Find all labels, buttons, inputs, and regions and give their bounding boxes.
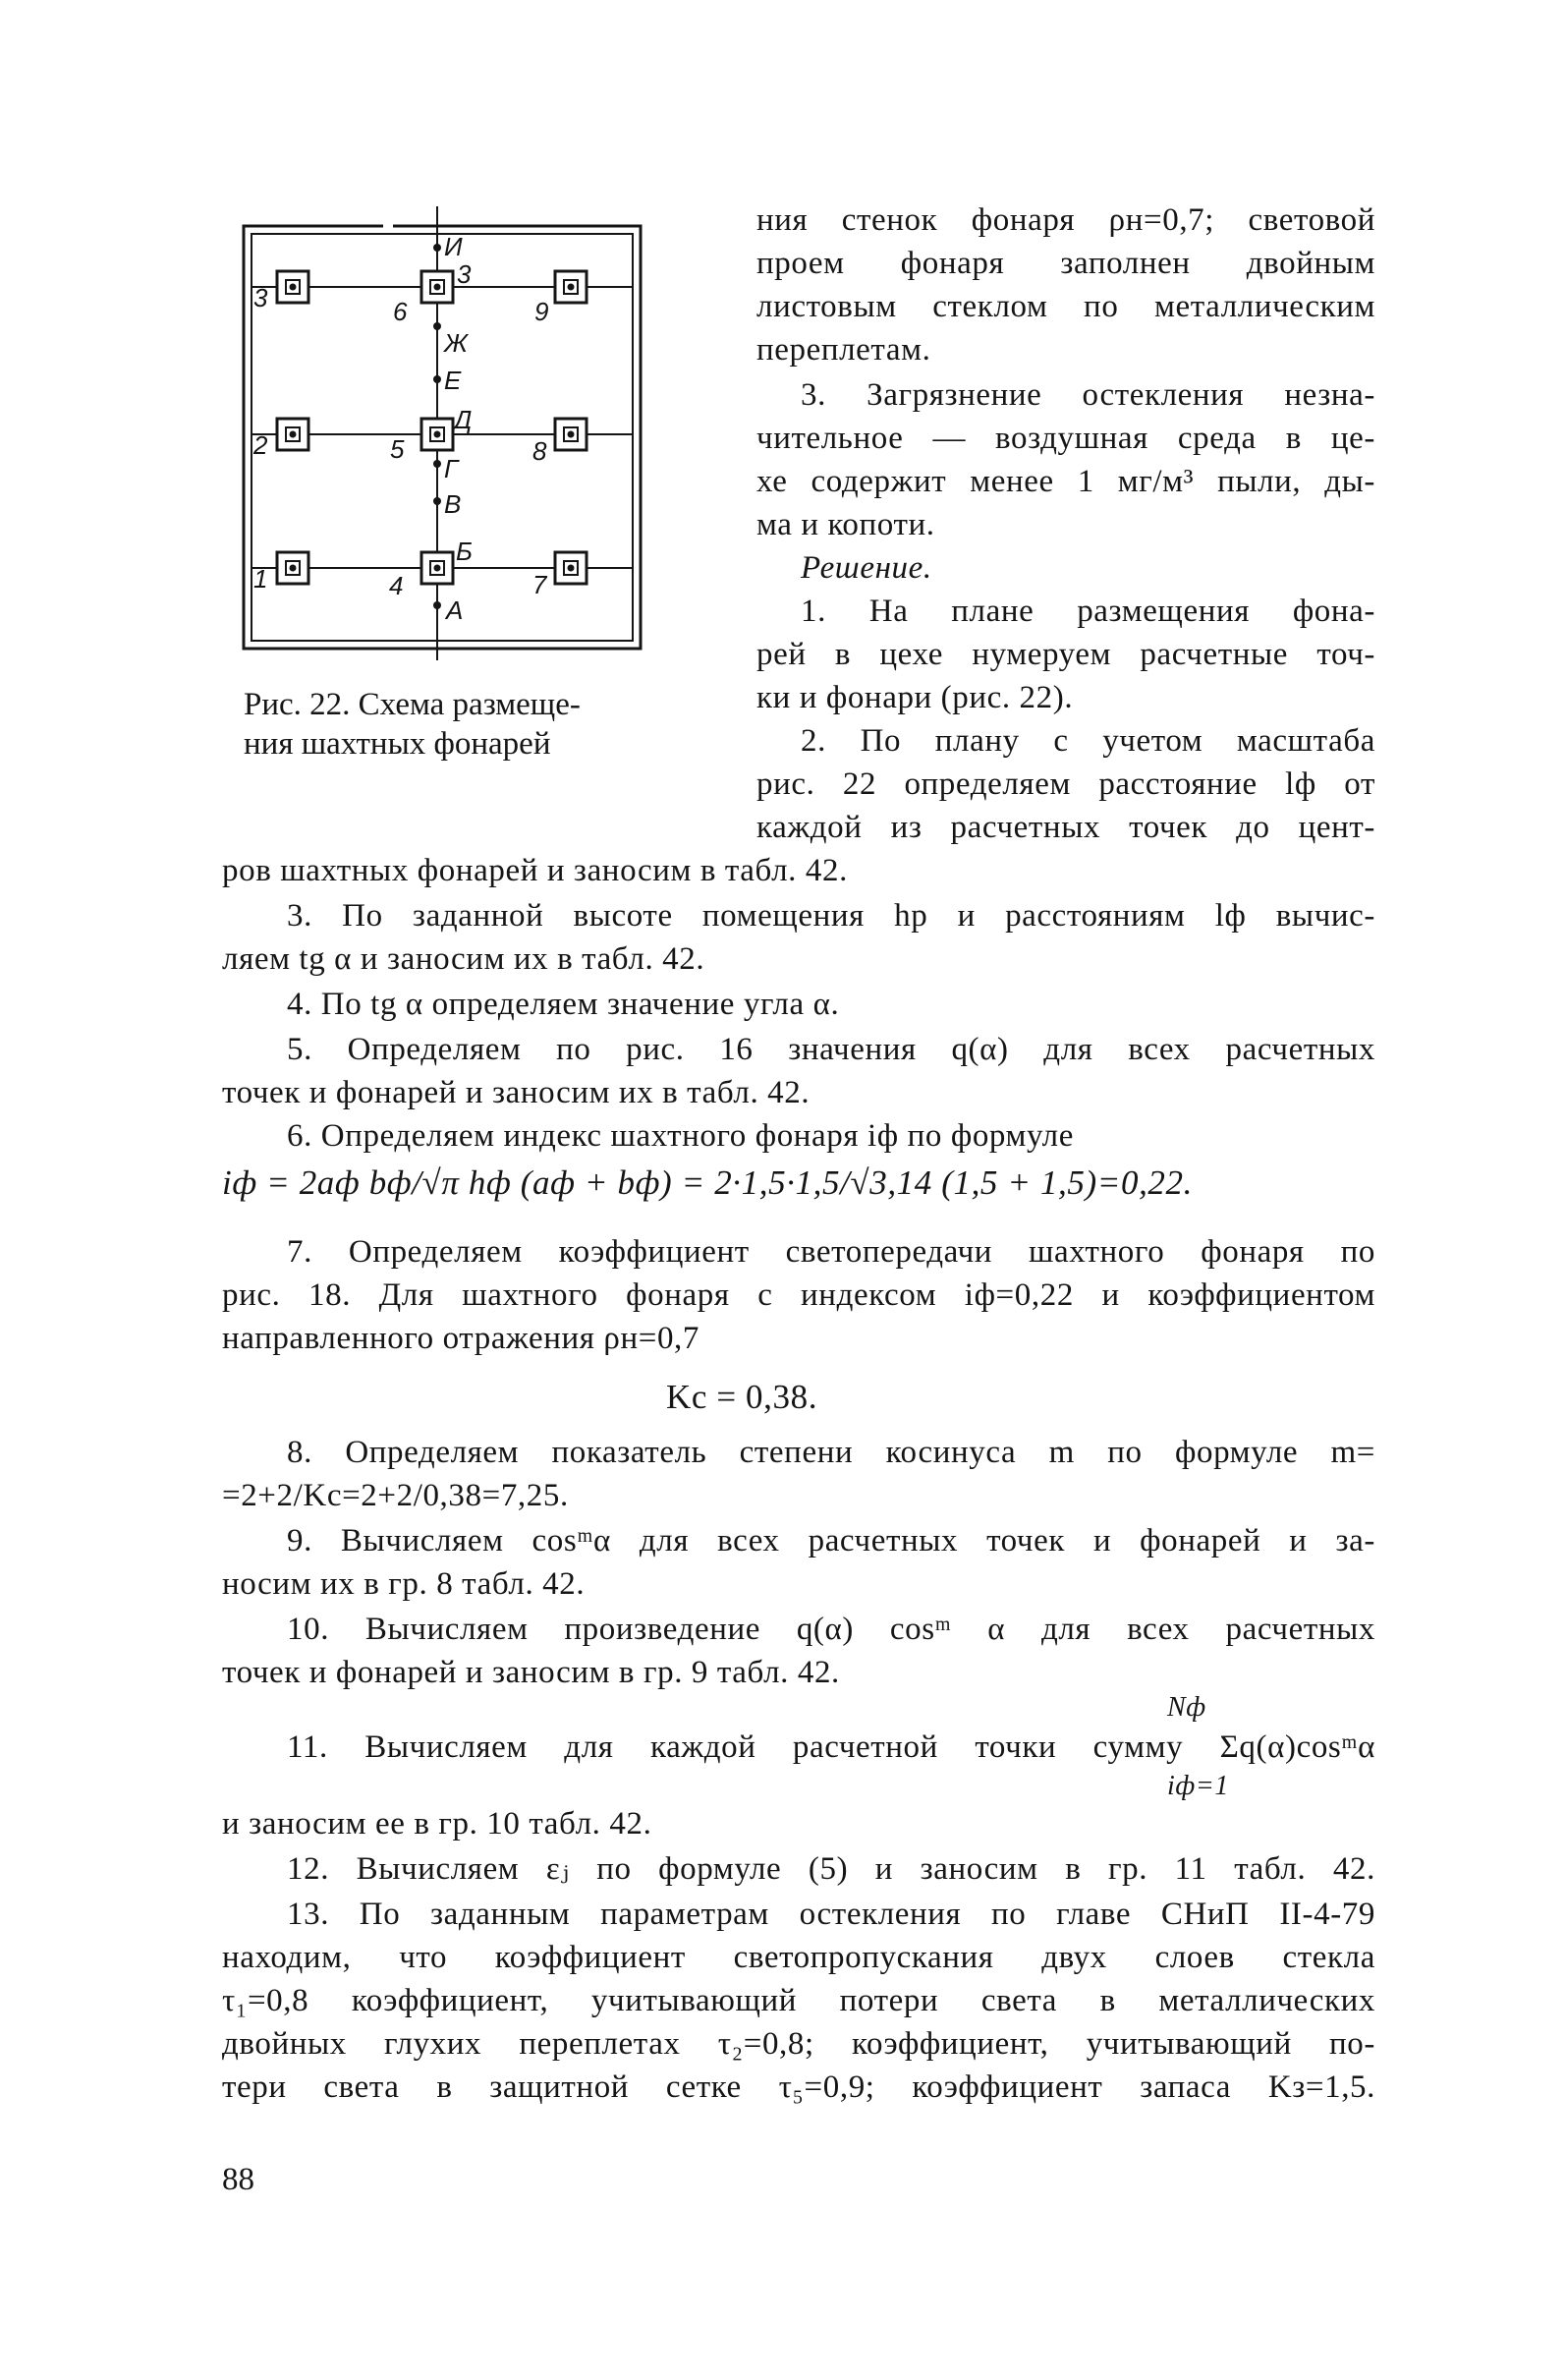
- text-line: 5. Определяем по рис. 16 значения q(α) для всех расчетных: [287, 1032, 1375, 1067]
- text-line: 3. Загрязнение остекления незна-: [801, 377, 1375, 413]
- text-line: точек и фонарей и заносим в гр. 9 табл. 42.: [222, 1655, 840, 1690]
- text-line: рис. 22 определяем расстояние lф от: [756, 766, 1375, 802]
- text-line: листовым стеклом по металлическим: [756, 289, 1375, 324]
- text-line: тери света в защитной сетке τ₅=0,9; коэффициент запаса Kз=1,5.: [222, 2069, 1375, 2105]
- label-lantern-9: 9: [534, 297, 549, 326]
- label-point-G: Г: [444, 454, 459, 483]
- text-line: ки и фонари (рис. 22).: [756, 680, 1074, 715]
- lantern-2: [277, 419, 308, 450]
- text-line: точек и фонарей и заносим их в табл. 42.: [222, 1075, 811, 1110]
- formula-lantern-index: iф = 2aф bф/√π hф (aф + bф) = 2·1,5·1,5/√3,14 (1,5 + 1,5)=0,22.: [222, 1163, 1193, 1202]
- text-line: проем фонаря заполнен двойным: [756, 246, 1375, 281]
- text-line: чительное — воздушная среда в це-: [756, 421, 1375, 456]
- solution-heading: Решение.: [801, 550, 932, 586]
- text-line: ния стенок фонаря ρн=0,7; световой: [756, 202, 1375, 238]
- figure-caption-line-2: ния шахтных фонарей: [244, 726, 551, 762]
- label-point-I: И: [444, 232, 463, 261]
- text-line: ров шахтных фонарей и заносим в табл. 42.: [222, 853, 848, 888]
- lantern-layout-diagram: [236, 197, 648, 668]
- lantern-5: [421, 419, 453, 450]
- label-lantern-1: 1: [253, 564, 268, 594]
- lantern-8: [555, 419, 587, 450]
- page-number: 88: [222, 2162, 254, 2197]
- sum-lower-limit: iф=1: [1167, 1771, 1229, 1801]
- text-line: 2. По плану с учетом масштаба: [801, 723, 1375, 759]
- label-lantern-4: 4: [389, 571, 404, 600]
- label-lantern-3: 3: [253, 283, 268, 312]
- text-line: 12. Вычисляем εⱼ по формуле (5) и заносим в гр. 11 табл. 42.: [287, 1851, 1375, 1887]
- text-line: 4. По tg α определяем значение угла α.: [287, 987, 840, 1022]
- label-point-B: Б: [456, 537, 473, 566]
- text-line: рис. 18. Для шахтного фонаря с индексом iф=0,22 и коэффициентом: [222, 1277, 1375, 1313]
- formula-kc: Kс = 0,38.: [666, 1378, 818, 1416]
- text-line: носим их в гр. 8 табл. 42.: [222, 1566, 586, 1602]
- text-line: 11. Вычисляем для каждой расчетной точки сумму Σq(α)cosᵐα: [287, 1729, 1375, 1765]
- text-line: 10. Вычисляем произведение q(α) cosᵐ α для всех расчетных: [287, 1612, 1375, 1647]
- text-line: 9. Вычисляем cosᵐα для всех расчетных точек и фонарей и за-: [287, 1523, 1375, 1558]
- text-line: 13. По заданным параметрам остекления по главе СНиП II-4-79: [287, 1897, 1375, 1932]
- lantern-9: [555, 271, 587, 303]
- label-point-D: Д: [454, 405, 473, 434]
- text-line: 8. Определяем показатель степени косинуса m по формуле m=: [287, 1435, 1375, 1470]
- lantern-1: [277, 552, 308, 584]
- text-line: переплетам.: [756, 332, 931, 368]
- text-line: =2+2/Kс=2+2/0,38=7,25.: [222, 1478, 569, 1513]
- text-line: двойных глухих переплетах τ₂=0,8; коэффициент, учитывающий по-: [222, 2026, 1375, 2062]
- lantern-3: [277, 271, 308, 303]
- text-line: находим, что коэффициент светопропускания двух слоев стекла: [222, 1940, 1375, 1975]
- label-lantern-7: 7: [532, 570, 547, 599]
- label-point-V: В: [444, 489, 462, 519]
- text-line: 7. Определяем коэффициент светопередачи шахтного фонаря по: [287, 1234, 1375, 1270]
- figure-caption-line-1: Рис. 22. Схема размеще-: [244, 687, 581, 722]
- text-line: τ₁=0,8 коэффициент, учитывающий потери света в металлических: [222, 1983, 1375, 2018]
- text-line: хе содержит менее 1 мг/м³ пыли, ды-: [756, 464, 1375, 499]
- lantern-6: [421, 271, 453, 303]
- sum-upper-limit: Nф: [1167, 1692, 1206, 1723]
- text-line: рей в цехе нумеруем расчетные точ-: [756, 637, 1375, 672]
- label-point-E: Е: [444, 366, 462, 395]
- label-point-Z: 3: [457, 259, 472, 289]
- text-line: направленного отражения ρн=0,7: [222, 1321, 700, 1356]
- text-line: ляем tg α и заносим их в табл. 42.: [222, 941, 705, 977]
- text-line: каждой из расчетных точек до цент-: [756, 810, 1375, 845]
- label-lantern-5: 5: [390, 434, 405, 464]
- lantern-4: [421, 552, 453, 584]
- text-line: 1. На плане размещения фона-: [801, 594, 1375, 629]
- label-point-A: А: [446, 595, 464, 625]
- label-lantern-6: 6: [393, 297, 408, 326]
- label-lantern-2: 2: [253, 430, 268, 460]
- text-line: ма и копоти.: [756, 507, 935, 542]
- label-point-Zh: Ж: [444, 328, 468, 358]
- label-lantern-8: 8: [532, 436, 547, 466]
- text-line: и заносим ее в гр. 10 табл. 42.: [222, 1806, 652, 1842]
- text-line: 6. Определяем индекс шахтного фонаря iф по формуле: [287, 1118, 1074, 1154]
- text-line: 3. По заданной высоте помещения hр и расстояниям lф вычис-: [287, 898, 1375, 934]
- lantern-7: [555, 552, 587, 584]
